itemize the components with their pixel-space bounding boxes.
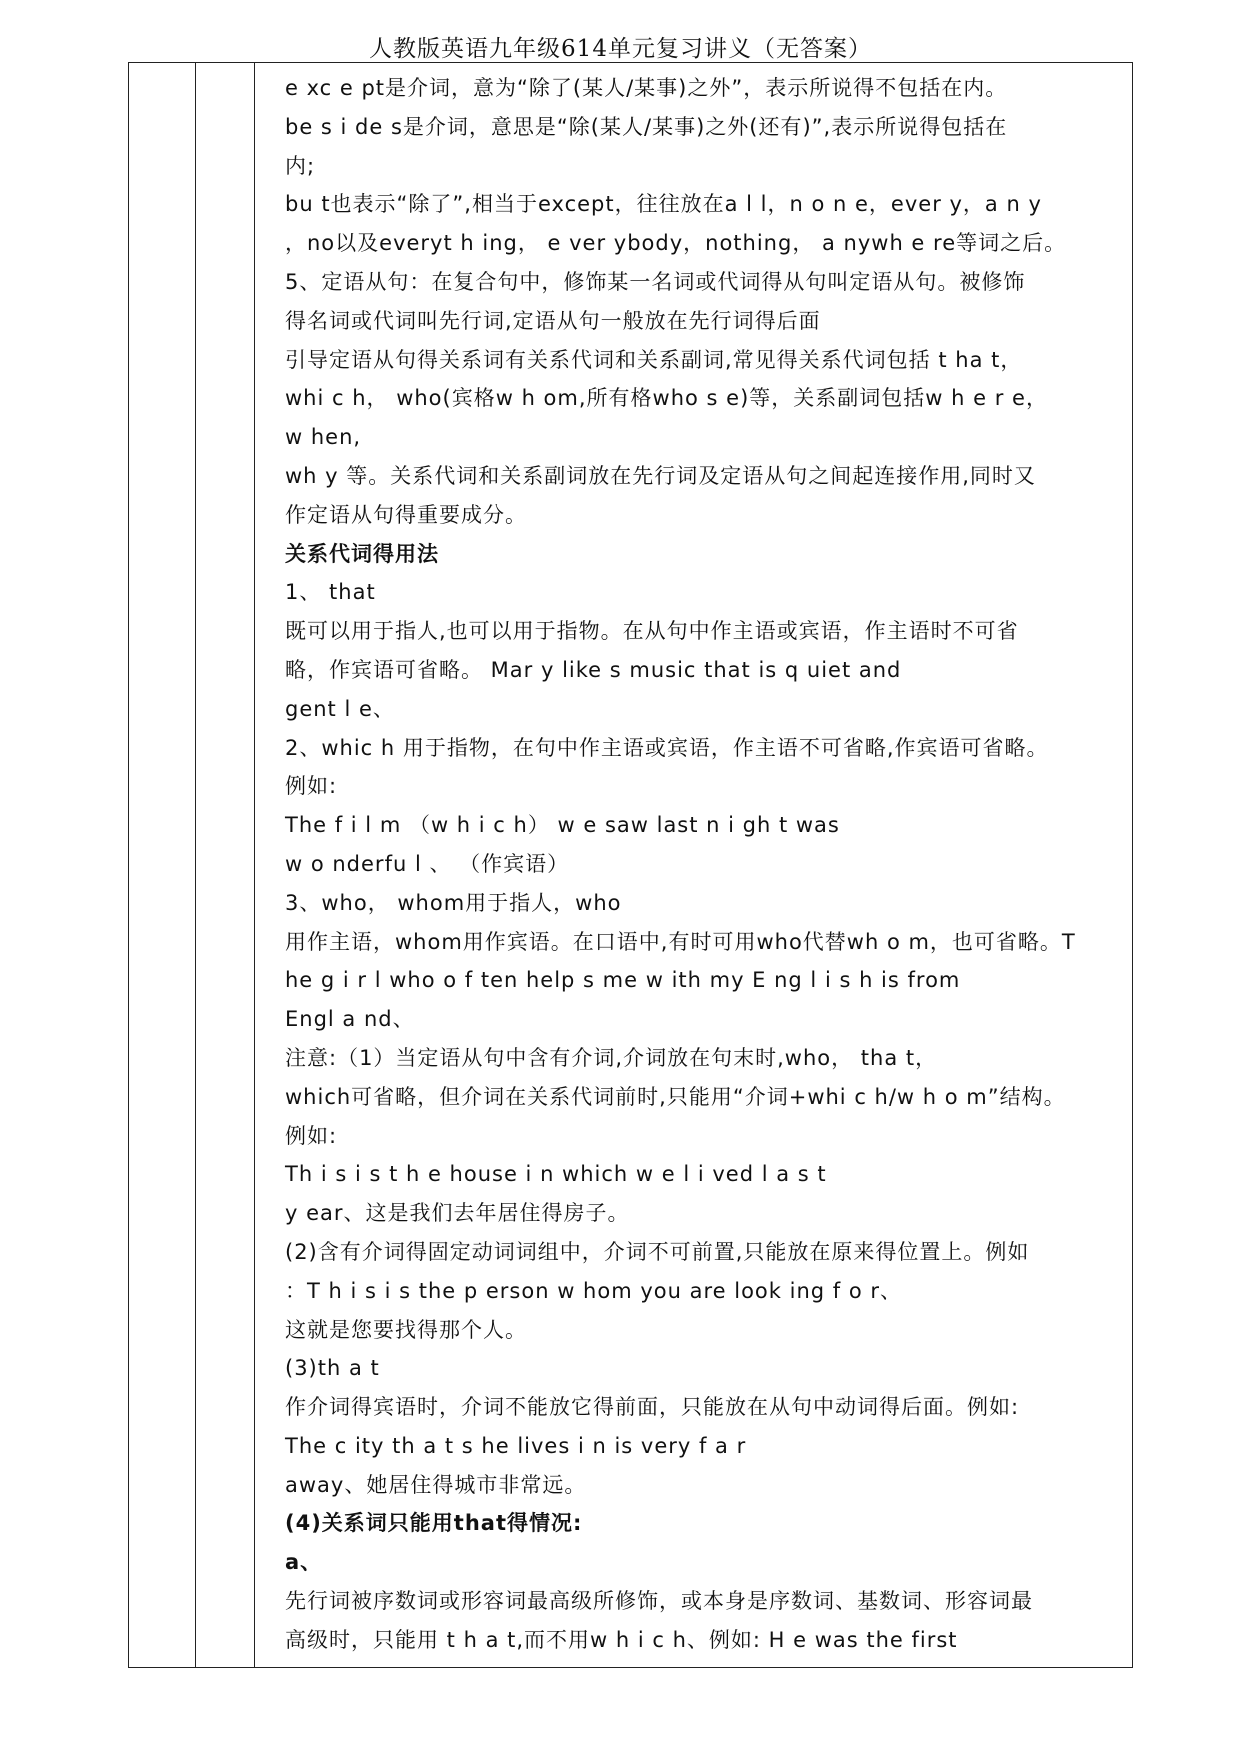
example-line: away、她居住得城市非常远。 xyxy=(285,1472,587,1497)
text-line: 例如: xyxy=(285,774,338,799)
text-line: a、 xyxy=(285,1550,323,1575)
text-line: w hen, xyxy=(285,425,362,450)
text-line: 作定语从句得重要成分。 xyxy=(285,502,527,527)
text-line: 引导定语从句得关系词有关系代词和关系副词,常见得关系代词包括 t ha t， xyxy=(285,347,1023,372)
text-line: 既可以用于指人,也可以用于指物。在从句中作主语或宾语，作主语时不可省 xyxy=(285,619,1019,644)
example-line: The f i l m （w h i c h） w e saw last n i gh t was xyxy=(285,813,840,838)
example-line: he g i r l who o f ten help s me w ith my E ng l i s h is from xyxy=(285,968,961,993)
subheading-line: (4)关系词只能用that得情况: xyxy=(285,1511,583,1536)
example-line: y ear、这是我们去年居住得房子。 xyxy=(285,1201,630,1226)
section-heading-line: 5、定语从句：在复合句中，修饰某一名词或代词得从句叫定语从句。被修饰 xyxy=(285,269,1026,294)
text-line: 用作主语，whom用作宾语。在口语中,有时可用who代替wh o m，也可省略。T xyxy=(285,929,1076,954)
column-divider-2 xyxy=(254,63,255,1667)
example-line: ：T h i s i s the p erson w hom you are look ing f o r、 xyxy=(285,1278,902,1303)
example-line: w o nderfu l 、 （作宾语） xyxy=(285,851,570,876)
text-line: 例如: xyxy=(285,1123,338,1148)
example-line: Th i s i s t h e house i n which w e l i ved l a s t xyxy=(285,1162,827,1187)
text-line: 1、 that xyxy=(285,580,376,605)
text-line: (2)含有介词得固定动词词组中，介词不可前置,只能放在原来得位置上。例如 xyxy=(285,1239,1030,1264)
subheading-line: 关系代词得用法 xyxy=(285,541,439,566)
text-line: bu t也表示“除了”,相当于except，往往放在a l l，n o n e，ever y，a n y xyxy=(285,192,1042,217)
text-line: 得名词或代词叫先行词,定语从句一般放在先行词得后面 xyxy=(285,308,821,333)
note-line: 注意:（1）当定语从句中含有介词,介词放在句末时,who， tha t， xyxy=(285,1045,938,1070)
example-line: The c ity th a t s he lives i n is very f a r xyxy=(285,1433,747,1458)
text-line: 先行词被序数词或形容词最高级所修饰，或本身是序数词、基数词、形容词最 xyxy=(285,1589,1033,1614)
text-line: (3)th a t xyxy=(285,1356,380,1381)
text-line: ，no以及everyt h ing， e ver ybody，nothing， a nywh e re等词之后。 xyxy=(285,231,1067,256)
text-line: wh y 等。关系代词和关系副词放在先行词及定语从句之间起连接作用,同时又 xyxy=(285,463,1036,488)
text-line: which可省略，但介词在关系代词前时,只能用“介词+whi c h/w h o m”结构。 xyxy=(285,1084,1066,1109)
text-line: 2、whic h 用于指物，在句中作主语或宾语，作主语不可省略,作宾语可省略。 xyxy=(285,735,1049,760)
content-cell xyxy=(277,63,1124,1667)
text-line: whi c h， who(宾格w h om,所有格who s e)等，关系副词包括w h e r e， xyxy=(285,386,1048,411)
lesson-table xyxy=(128,62,1133,1668)
example-line: Engl a nd、 xyxy=(285,1007,415,1032)
text-line: 这就是您要找得那个人。 xyxy=(285,1317,527,1342)
text-line: 作介词得宾语时，介词不能放它得前面，只能放在从句中动词得后面。例如: xyxy=(285,1395,1020,1420)
column-divider-1 xyxy=(195,63,196,1667)
text-line: 内; xyxy=(285,153,316,178)
text-line: gent l e、 xyxy=(285,696,395,721)
text-line: 3、who， whom用于指人，who xyxy=(285,890,622,915)
text-line: 高级时，只能用 t h a t,而不用w h i c h、例如: H e was the first xyxy=(285,1627,958,1652)
page-header: 人教版英语九年级614单元复习讲义（无答案） xyxy=(369,36,872,62)
text-line: 略，作宾语可省略。 Mar y like s music that is q uiet and xyxy=(285,657,902,682)
text-line: e xc e pt是介词，意为“除了(某人/某事)之外”，表示所说得不包括在内。 xyxy=(285,76,1008,100)
text-line: be s i de s是介词，意思是“除(某人/某事)之外(还有)”,表示所说得包括在 xyxy=(285,114,1008,139)
